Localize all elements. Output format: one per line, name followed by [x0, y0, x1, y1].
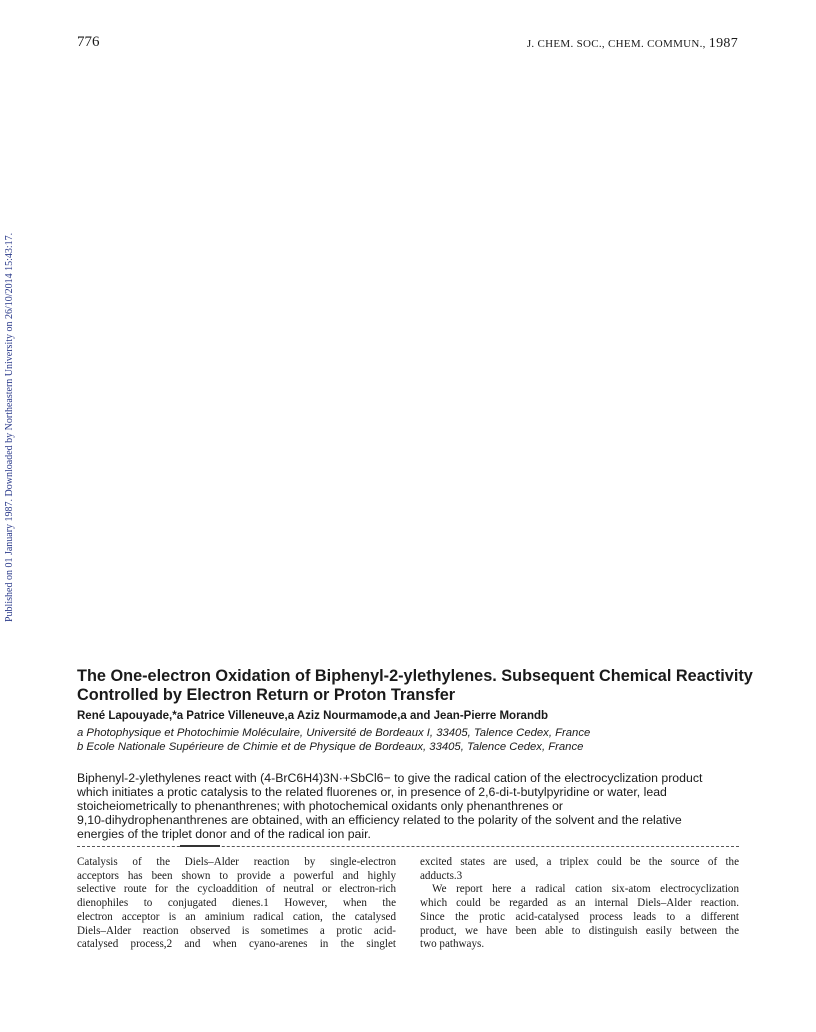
- body-line: Catalysis of the Diels–Alder reaction by single-electron: [77, 856, 396, 868]
- body-line: which could be regarded as an internal Diels–Alder reaction.: [420, 897, 739, 910]
- body-line: dienophiles to conjugated dienes.1 However, when the: [77, 897, 396, 910]
- body-column-right: [420, 856, 739, 952]
- abstract-line: energies of the triplet donor and of the radical ion pair.: [77, 827, 371, 841]
- body-line: acceptors has been shown to provide a powerful and highly: [77, 869, 396, 882]
- abstract-line: which initiates a protic catalysis to the related fluorenes or, in presence of 2,6-di-t-butylpyridine or water, lead: [77, 785, 667, 799]
- body-line: Diels–Alder reaction observed is sometimes a protic acid-: [77, 924, 396, 937]
- abstract: [77, 771, 747, 841]
- abstract-line: 9,10-dihydrophenanthrenes are obtained, with an efficiency related to the polarity of the solvent and the relative: [77, 813, 682, 827]
- body-line: selective route for the cycloaddition of neutral or electron-rich: [77, 883, 396, 896]
- body-line: electron acceptor is an aminium radical cation, the catalysed: [77, 910, 396, 923]
- journal-header: [527, 36, 738, 52]
- affiliation-a: a Photophysique et Photochimie Moléculaire, Université de Bordeaux I, 33405, Talence Cedex, France: [77, 727, 591, 739]
- journal-name: J. CHEM. SOC., CHEM. COMMUN.,: [526, 38, 706, 50]
- abstract-line: Biphenyl-2-ylethylenes react with (4-BrC6H4)3N·+SbCl6− to give the radical cation of the electrocyclization product: [77, 771, 703, 785]
- body-line: Since the protic acid-catalysed process leads to a different: [420, 910, 739, 923]
- body-line: catalysed process,2 and when cyano-arenes in the singlet: [77, 938, 396, 951]
- body-column-left: [77, 856, 396, 952]
- abstract-line: stoicheiometrically to phenanthrenes; with photochemical oxidants only phenanthrenes or: [77, 799, 564, 813]
- author-list: René Lapouyade,*a Patrice Villeneuve,a Aziz Nourmamode,a and Jean-Pierre Morandb: [77, 710, 549, 722]
- page-number: 776: [77, 34, 100, 50]
- body-line: two pathways.: [420, 938, 485, 951]
- section-divider: [77, 846, 739, 847]
- download-sidenote[interactable]: Published on 01 January 1987. Downloaded by Northeastern University on 26/10/2014 15:43:17.: [4, 232, 15, 622]
- journal-year: 1987: [708, 36, 738, 51]
- divider-mark: [180, 845, 220, 847]
- body-line: We report here a radical cation six-atom electrocyclization: [432, 883, 739, 896]
- article-title: The One-electron Oxidation of Biphenyl-2-ylethylenes. Subsequent Chemical Reactivity Controlled by Electron Return or Proton Transfer: [77, 667, 753, 704]
- affiliation-b: b Ecole Nationale Supérieure de Chimie et de Physique de Bordeaux, 33405, Talence Cedex, France: [77, 741, 584, 753]
- body-line: adducts.3: [420, 869, 463, 882]
- body-line: product, we have been able to distinguish easily between the: [420, 924, 739, 937]
- body-line: excited states are used, a triplex could be the source of the: [420, 856, 739, 868]
